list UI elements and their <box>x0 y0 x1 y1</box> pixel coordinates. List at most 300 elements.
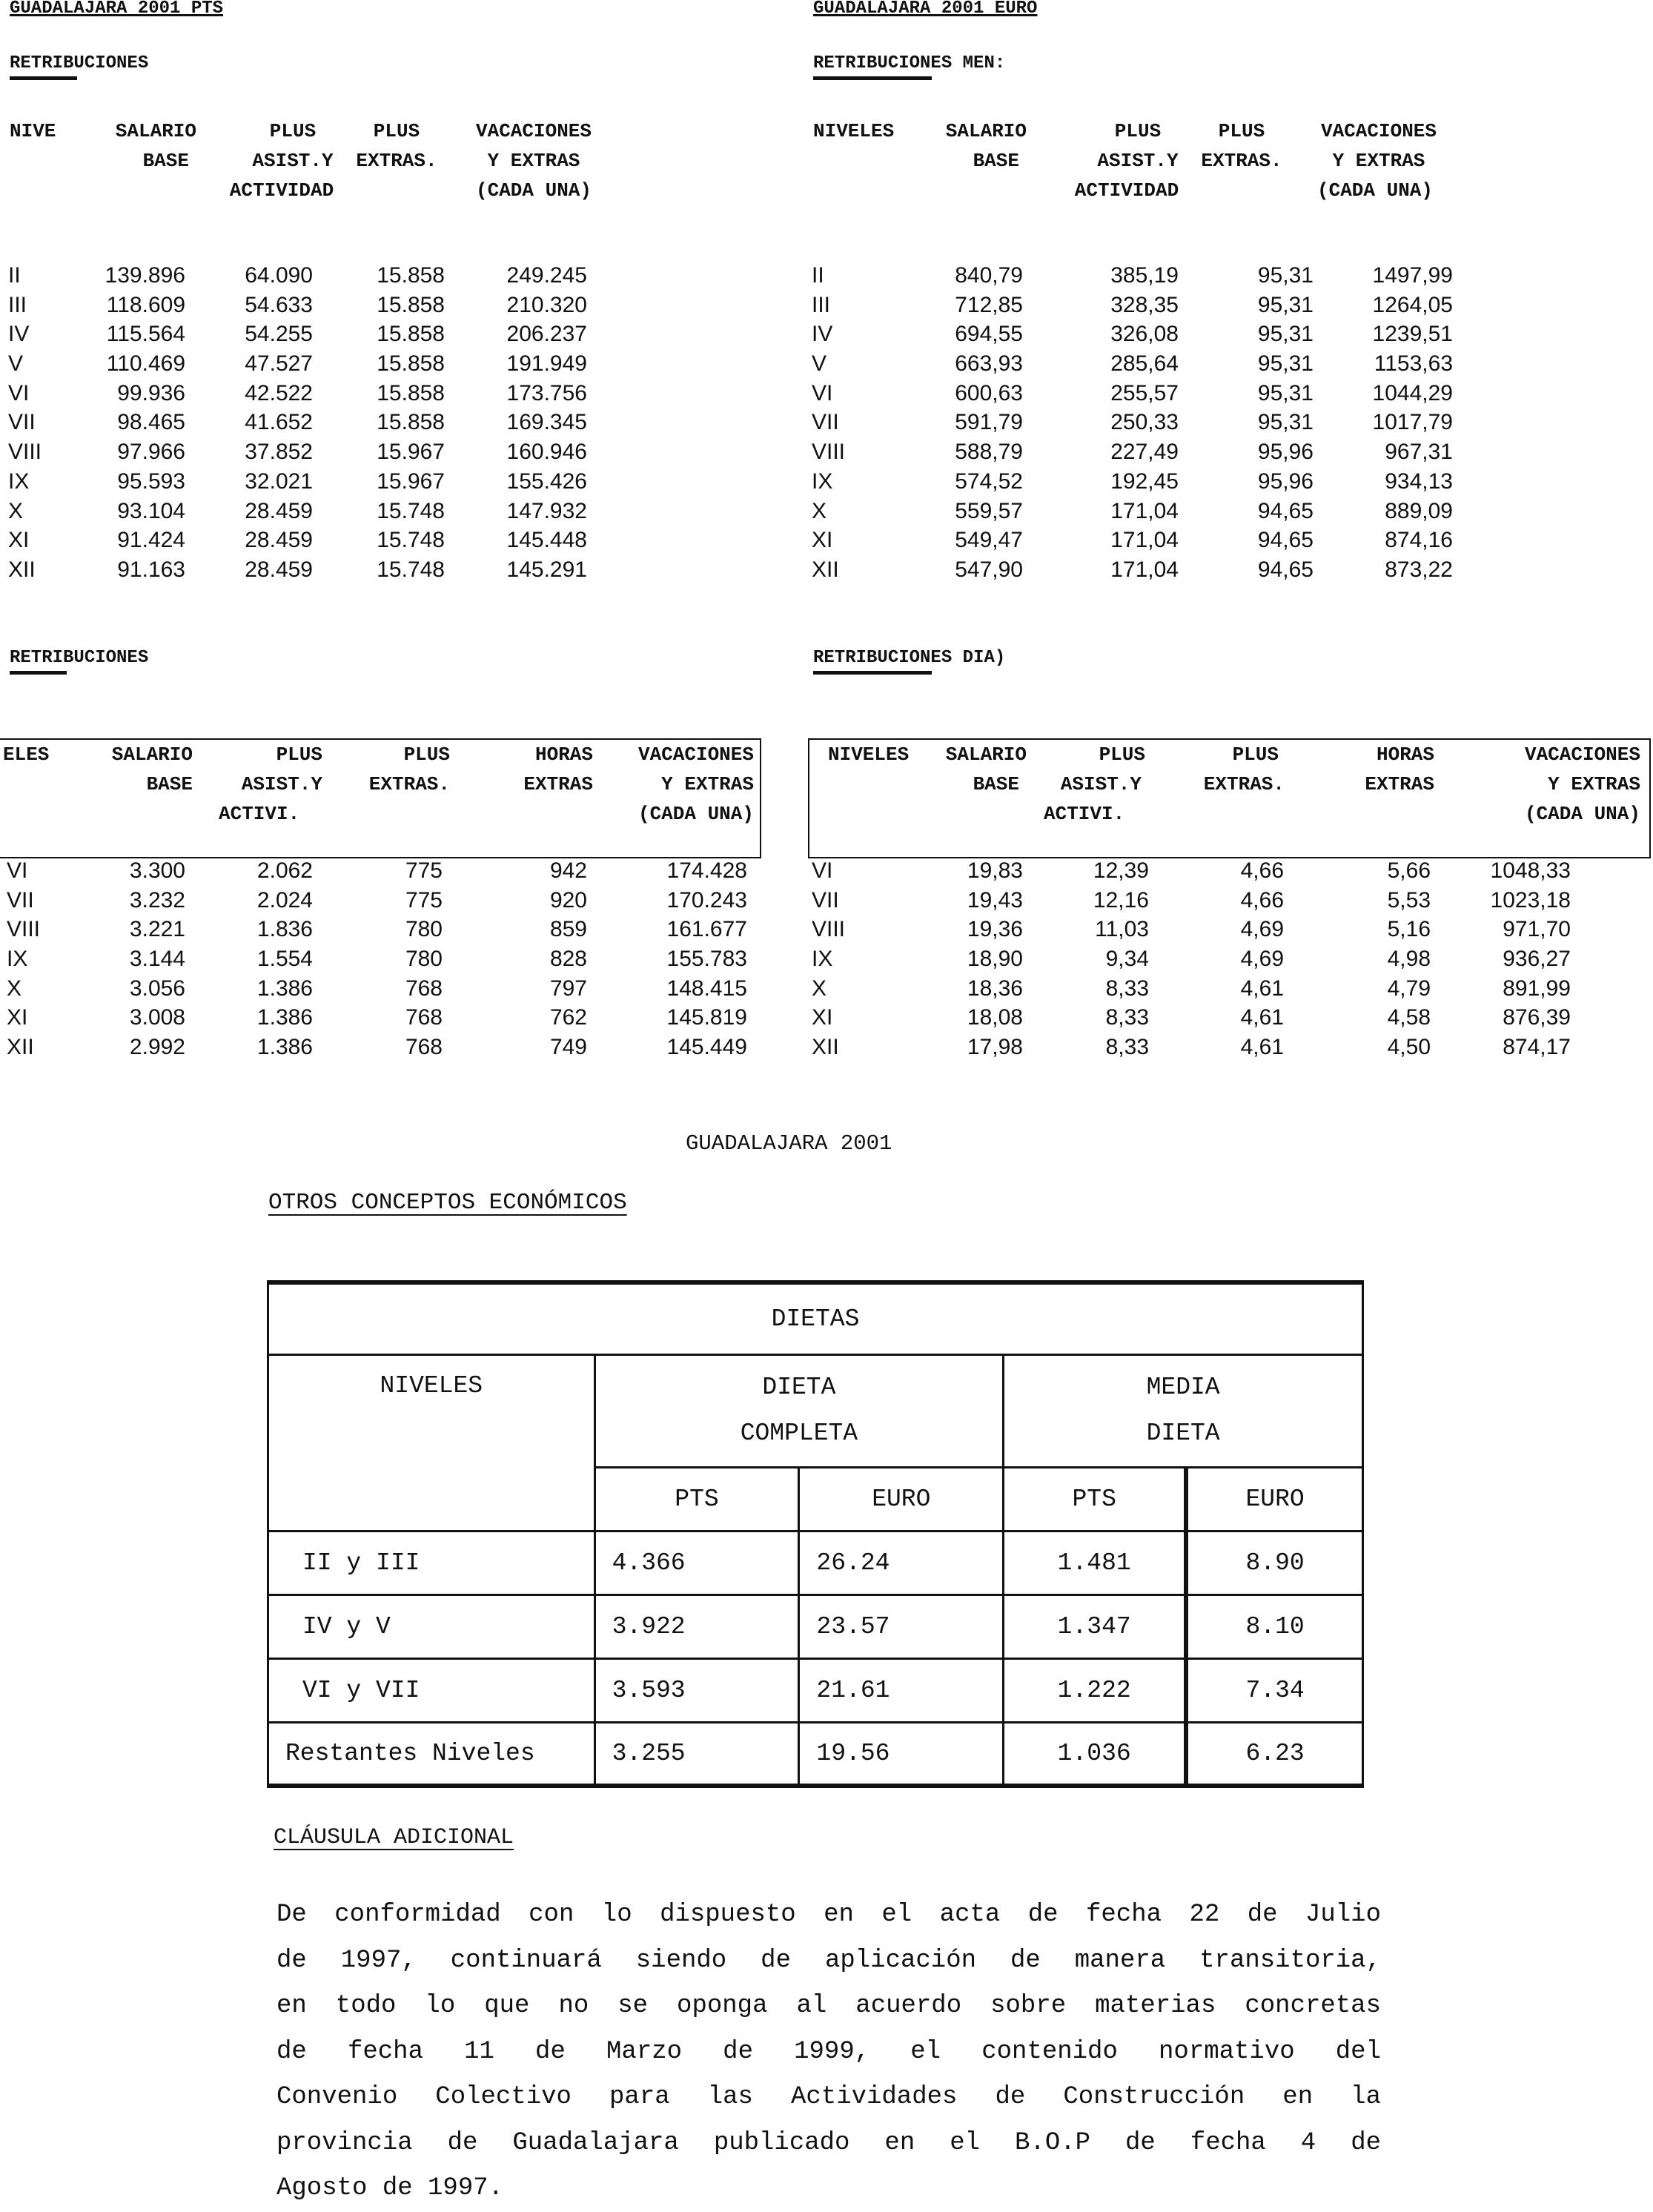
row-vacaciones: 145.448 <box>506 528 587 553</box>
row-nivel: XII <box>8 557 36 582</box>
row-horas: 4,98 <box>1387 947 1431 972</box>
row-nivel: V <box>8 351 24 377</box>
clausula-body <box>276 1893 1381 2212</box>
header-plus-extras-1: PLUS <box>1218 120 1265 142</box>
header-vacaciones-2: Y EXTRAS <box>661 773 754 795</box>
header-vacaciones-1: VACACIONES <box>1320 120 1437 142</box>
row-salario: 19,43 <box>967 887 1023 913</box>
row-vacaciones: 148.415 <box>666 976 747 1001</box>
table-row <box>812 379 1553 408</box>
table-row <box>812 886 1649 915</box>
row-nivel: VIII <box>7 917 41 942</box>
euro-title: GUADALAJARA 2001 EURO <box>813 0 1038 19</box>
row-salario: 574,52 <box>955 468 1023 494</box>
table-row <box>0 379 778 408</box>
row-plus-asist: 385,19 <box>1110 263 1179 288</box>
row-plus-asist: 171,04 <box>1110 557 1179 582</box>
clausula-line: provincia de Guadalajara publicado en el B.O.P de fecha 4 de <box>276 2128 1381 2157</box>
row-vacaciones: 173.756 <box>506 380 587 405</box>
row-vacaciones: 170.243 <box>666 887 747 913</box>
row-nivel: III <box>8 292 27 317</box>
row-plus-extras: 768 <box>405 1005 443 1030</box>
header-plus-extras-1: PLUS <box>373 120 420 142</box>
row-plus-extras: 94,65 <box>1257 528 1314 553</box>
row-plus-extras: 15.967 <box>377 468 445 494</box>
row-vacaciones: 1023,18 <box>1490 887 1571 913</box>
row-nivel: VIII <box>812 917 846 942</box>
table-row <box>812 467 1553 497</box>
row-plus-asist: 2.062 <box>256 858 313 883</box>
row-media-euro: 8.10 <box>1186 1595 1362 1658</box>
header-plus-extras-1: PLUS <box>1232 744 1279 766</box>
clausula-line: en todo lo que no se oponga al acuerdo sobre materias concretas <box>276 1992 1381 2020</box>
row-nivel: X <box>8 498 24 523</box>
row-completa-euro: 19.56 <box>799 1722 1004 1786</box>
row-nivel: VI <box>7 858 28 883</box>
row-plus-extras: 15.858 <box>377 351 445 377</box>
col-media-dieta-1: MEDIA <box>1146 1373 1220 1401</box>
dietas-header-row <box>268 1354 1363 1420</box>
subtitle-underline <box>10 671 67 675</box>
header-salario-2: BASE <box>973 150 1019 172</box>
row-nivel: IV <box>8 322 30 347</box>
table-row <box>0 349 778 379</box>
row-vacaciones: 191.949 <box>506 351 587 377</box>
table-row <box>812 349 1553 379</box>
row-plus-extras: 775 <box>405 887 443 913</box>
row-salario: 2.992 <box>129 1035 185 1060</box>
dietas-table <box>267 1280 1364 1788</box>
row-salario: 95.593 <box>117 468 185 494</box>
row-nivel: III <box>812 292 831 317</box>
table-row <box>0 974 763 1004</box>
row-nivel: XI <box>812 1005 833 1030</box>
header-plus-extras-2: EXTRAS. <box>1203 773 1285 795</box>
table-row <box>0 856 763 886</box>
pts-mensual-table <box>0 261 778 585</box>
row-horas: 5,53 <box>1387 887 1431 913</box>
row-vacaciones: 1048,33 <box>1490 858 1571 883</box>
header-plus-asist-1: PLUS <box>269 120 317 142</box>
row-horas: 5,16 <box>1387 917 1431 942</box>
header-vacaciones-3: (CADA UNA) <box>475 179 592 202</box>
header-vacaciones-3: (CADA UNA) <box>637 803 754 825</box>
row-plus-extras: 4,61 <box>1240 1035 1284 1060</box>
row-nivel: XII <box>812 557 839 582</box>
row-nivel: XI <box>8 528 30 553</box>
row-plus-asist: 1.386 <box>256 1035 313 1060</box>
row-media-euro: 8.90 <box>1186 1531 1362 1595</box>
row-nivel: VIII <box>812 440 846 465</box>
row-salario: 591,79 <box>955 410 1023 435</box>
table-row <box>812 974 1649 1004</box>
table-row <box>0 1003 763 1033</box>
row-plus-extras: 95,31 <box>1257 263 1314 288</box>
row-horas: 828 <box>549 947 587 972</box>
row-plus-extras: 780 <box>405 947 443 972</box>
row-plus-extras: 15.858 <box>377 410 445 435</box>
table-row <box>0 944 763 974</box>
header-plus-asist-3: ACTIVI. <box>219 803 300 825</box>
row-plus-extras: 768 <box>405 976 443 1001</box>
row-nivel: IX <box>812 468 833 494</box>
header-plus-asist-1: PLUS <box>1114 120 1162 142</box>
header-plus-asist-2: ASIST.Y <box>1097 150 1179 172</box>
row-plus-asist: 47.527 <box>245 351 313 377</box>
header-plus-asist-3: ACTIVIDAD <box>229 179 334 202</box>
euro-diario-subtitle: RETRIBUCIONES DIA) <box>813 648 1006 668</box>
row-vacaciones: 161.677 <box>666 917 747 942</box>
clausula-line: de fecha 11 de Marzo de 1999, el contenido normativo del <box>276 2037 1381 2066</box>
col-pts: PTS <box>594 1467 799 1531</box>
row-vacaciones: 873,22 <box>1385 557 1453 582</box>
row-horas: 5,66 <box>1387 858 1431 883</box>
row-vacaciones: 936,27 <box>1503 947 1571 972</box>
row-plus-extras: 768 <box>405 1035 443 1060</box>
header-nivel: NIVE <box>10 120 56 142</box>
row-plus-asist: 32.021 <box>245 468 313 494</box>
row-plus-asist: 192,45 <box>1110 468 1179 494</box>
subtitle-underline <box>813 671 932 675</box>
row-vacaciones: 934,13 <box>1385 468 1453 494</box>
header-salario-2: BASE <box>973 773 1019 795</box>
row-plus-asist: 8,33 <box>1105 976 1149 1001</box>
row-plus-extras: 780 <box>405 917 443 942</box>
header-nivel: ELES <box>3 744 50 766</box>
row-nivel: VI <box>812 858 833 883</box>
table-row <box>268 1595 1363 1658</box>
row-plus-asist: 328,35 <box>1110 292 1179 317</box>
table-row <box>0 437 778 467</box>
header-vacaciones-2: Y EXTRAS <box>1548 773 1640 795</box>
row-salario: 17,98 <box>967 1035 1023 1060</box>
row-vacaciones: 210.320 <box>506 292 587 317</box>
row-vacaciones: 155.426 <box>506 468 587 494</box>
row-vacaciones: 874,17 <box>1503 1035 1571 1060</box>
table-row <box>0 261 778 291</box>
row-plus-extras: 95,31 <box>1257 351 1314 377</box>
row-media-pts: 1.347 <box>1004 1595 1186 1658</box>
header-nivel: NIVELES <box>828 744 910 766</box>
row-plus-asist: 9,34 <box>1105 947 1149 972</box>
row-horas: 920 <box>549 887 587 913</box>
otros-title: GUADALAJARA 2001 <box>686 1131 892 1156</box>
row-vacaciones: 249.245 <box>506 263 587 288</box>
row-salario: 588,79 <box>955 440 1023 465</box>
col-media-dieta-2: DIETA <box>1004 1420 1363 1467</box>
row-salario: 600,63 <box>955 380 1023 405</box>
row-salario: 118.609 <box>106 292 185 317</box>
row-media-pts: 1.222 <box>1004 1658 1186 1722</box>
row-vacaciones: 145.449 <box>666 1035 747 1060</box>
row-nivel: XI <box>7 1005 28 1030</box>
row-nivel: VII <box>812 410 839 435</box>
header-vacaciones-3: (CADA UNA) <box>1316 179 1434 202</box>
euro-mensual-header <box>801 116 1616 213</box>
row-vacaciones: 1239,51 <box>1372 322 1453 347</box>
row-salario: 99.936 <box>117 380 185 405</box>
table-row <box>812 526 1553 555</box>
header-salario-1: SALARIO <box>111 744 193 766</box>
row-plus-asist: 250,33 <box>1110 410 1179 435</box>
row-plus-asist: 12,39 <box>1093 858 1149 883</box>
row-salario: 115.564 <box>106 322 185 347</box>
row-plus-extras: 4,61 <box>1240 1005 1284 1030</box>
row-horas: 942 <box>549 858 587 883</box>
row-horas: 4,79 <box>1387 976 1431 1001</box>
row-plus-extras: 4,69 <box>1240 947 1284 972</box>
row-plus-asist: 28.459 <box>245 528 313 553</box>
pts-title: GUADALAJARA 2001 PTS <box>10 0 224 19</box>
header-salario-1: SALARIO <box>115 120 196 142</box>
row-nivel: IX <box>7 947 28 972</box>
row-plus-extras: 95,31 <box>1257 410 1314 435</box>
col-niveles: NIVELES <box>268 1354 595 1531</box>
row-plus-asist: 28.459 <box>245 498 313 523</box>
clausula-line: De conformidad con lo dispuesto en el acta de fecha 22 de Julio <box>276 1901 1381 1929</box>
pts-diario-subtitle: RETRIBUCIONES <box>10 648 149 668</box>
table-row <box>268 1531 1363 1595</box>
header-plus-asist-2: ASIST.Y <box>1060 773 1142 795</box>
row-plus-asist: 1.386 <box>256 1005 313 1030</box>
col-pts: PTS <box>1004 1467 1186 1531</box>
row-plus-asist: 11,03 <box>1095 917 1149 942</box>
row-vacaciones: 145.291 <box>506 557 587 582</box>
row-media-euro: 6.23 <box>1186 1722 1362 1786</box>
row-nivel: IX <box>8 468 30 494</box>
row-plus-asist: 285,64 <box>1110 351 1179 377</box>
pts-mensual-header <box>0 116 778 213</box>
row-salario: 3.144 <box>129 947 185 972</box>
row-completa-euro: 23.57 <box>799 1595 1004 1658</box>
row-nivel: VII <box>8 410 36 435</box>
otros-subtitle: OTROS CONCEPTOS ECONÓMICOS <box>268 1190 627 1216</box>
row-horas: 797 <box>549 976 587 1001</box>
row-horas: 4,58 <box>1387 1005 1431 1030</box>
row-vacaciones: 206.237 <box>506 322 587 347</box>
row-vacaciones: 1497,99 <box>1372 263 1453 288</box>
row-plus-asist: 171,04 <box>1110 528 1179 553</box>
row-media-euro: 7.34 <box>1186 1658 1362 1722</box>
subtitle-underline <box>813 76 932 80</box>
pts-mensual-subtitle: RETRIBUCIONES <box>10 53 149 73</box>
header-salario-1: SALARIO <box>945 744 1027 766</box>
row-salario: 712,85 <box>955 292 1023 317</box>
header-horas-2: EXTRAS <box>1365 773 1434 795</box>
row-nivel: XII <box>812 1035 839 1060</box>
row-plus-asist: 1.554 <box>256 947 313 972</box>
table-row <box>0 526 778 555</box>
table-row <box>0 467 778 497</box>
row-completa-pts: 3.593 <box>594 1658 799 1722</box>
row-completa-euro: 21.61 <box>799 1658 1004 1722</box>
row-nivel: VII <box>7 887 34 913</box>
header-plus-extras-1: PLUS <box>403 744 450 766</box>
row-vacaciones: 145.819 <box>666 1005 747 1030</box>
row-plus-extras: 15.858 <box>377 292 445 317</box>
row-niveles: II y III <box>268 1531 595 1595</box>
row-salario: 840,79 <box>955 263 1023 288</box>
row-nivel: IV <box>812 322 833 347</box>
euro-mensual-subtitle: RETRIBUCIONES MEN: <box>813 53 1006 73</box>
table-row <box>812 291 1553 320</box>
row-plus-extras: 95,96 <box>1257 468 1314 494</box>
table-row <box>0 886 763 915</box>
table-row <box>0 291 778 320</box>
table-row <box>812 437 1553 467</box>
row-plus-asist: 1.836 <box>256 917 313 942</box>
subtitle-underline <box>10 76 77 80</box>
table-row <box>0 555 778 585</box>
table-row <box>812 1003 1649 1033</box>
header-horas-1: HORAS <box>534 744 593 766</box>
col-dieta-completa <box>594 1354 1004 1420</box>
row-nivel: II <box>8 263 21 288</box>
row-plus-extras: 94,65 <box>1257 557 1314 582</box>
row-salario: 3.232 <box>129 887 185 913</box>
row-media-pts: 1.036 <box>1004 1722 1186 1786</box>
row-plus-asist: 171,04 <box>1110 498 1179 523</box>
row-nivel: VI <box>8 380 30 405</box>
header-horas-1: HORAS <box>1376 744 1434 766</box>
header-plus-extras-2: EXTRAS. <box>368 773 450 795</box>
row-plus-asist: 326,08 <box>1110 322 1179 347</box>
row-plus-extras: 15.748 <box>377 498 445 523</box>
row-vacaciones: 174.428 <box>666 858 747 883</box>
row-salario: 97.966 <box>117 440 185 465</box>
row-nivel: VIII <box>8 440 42 465</box>
row-plus-extras: 15.858 <box>377 263 445 288</box>
row-plus-extras: 95,31 <box>1257 380 1314 405</box>
table-row <box>812 319 1553 349</box>
row-niveles: IV y V <box>268 1595 595 1658</box>
row-salario: 19,36 <box>967 917 1023 942</box>
row-salario: 663,93 <box>955 351 1023 377</box>
row-nivel: XII <box>7 1035 34 1060</box>
row-plus-asist: 42.522 <box>245 380 313 405</box>
row-salario: 139.896 <box>105 263 185 288</box>
row-vacaciones: 891,99 <box>1503 976 1571 1001</box>
row-plus-extras: 95,96 <box>1257 440 1314 465</box>
euro-mensual-table <box>812 261 1553 585</box>
clausula-line: Convenio Colectivo para las Actividades de Construcción en la <box>276 2083 1381 2111</box>
header-vacaciones-3: (CADA UNA) <box>1524 803 1640 825</box>
row-salario: 3.056 <box>129 976 185 1001</box>
header-vacaciones-1: VACACIONES <box>637 744 754 766</box>
row-nivel: V <box>812 351 827 377</box>
row-vacaciones: 1017,79 <box>1372 410 1453 435</box>
header-plus-asist-1: PLUS <box>1099 744 1145 766</box>
row-plus-extras: 15.858 <box>377 322 445 347</box>
header-plus-asist-3: ACTIVIDAD <box>1074 179 1179 202</box>
col-dieta-completa-2: COMPLETA <box>594 1420 1004 1467</box>
dietas-caption: DIETAS <box>268 1282 1363 1354</box>
row-plus-extras: 15.858 <box>377 380 445 405</box>
row-salario: 3.300 <box>129 858 185 883</box>
row-plus-asist: 255,57 <box>1110 380 1179 405</box>
header-salario-2: BASE <box>146 773 193 795</box>
table-row <box>0 319 778 349</box>
row-salario: 3.221 <box>129 917 185 942</box>
row-plus-extras: 4,66 <box>1240 858 1284 883</box>
pts-diario-header <box>0 740 763 836</box>
row-salario: 18,36 <box>967 976 1023 1001</box>
pts-diario-table <box>0 856 763 1062</box>
row-completa-pts: 4.366 <box>594 1531 799 1595</box>
row-plus-asist: 8,33 <box>1105 1035 1149 1060</box>
row-plus-extras: 4,61 <box>1240 976 1284 1001</box>
col-dieta-completa-1: DIETA <box>762 1373 836 1401</box>
row-niveles: VI y VII <box>268 1658 595 1722</box>
row-plus-asist: 54.255 <box>245 322 313 347</box>
row-salario: 98.465 <box>117 410 185 435</box>
row-plus-asist: 37.852 <box>245 440 313 465</box>
table-row <box>812 408 1553 437</box>
row-salario: 547,90 <box>955 557 1023 582</box>
header-vacaciones-1: VACACIONES <box>475 120 592 142</box>
row-plus-asist: 41.652 <box>245 410 313 435</box>
row-plus-asist: 64.090 <box>245 263 313 288</box>
row-plus-asist: 1.386 <box>256 976 313 1001</box>
row-salario: 3.008 <box>129 1005 185 1030</box>
row-plus-asist: 227,49 <box>1110 440 1179 465</box>
row-vacaciones: 1153,63 <box>1374 351 1453 377</box>
table-row <box>268 1722 1363 1786</box>
row-salario: 110.469 <box>106 351 185 377</box>
header-vacaciones-2: Y EXTRAS <box>1332 150 1425 172</box>
row-salario: 18,90 <box>967 947 1023 972</box>
row-vacaciones: 1044,29 <box>1372 380 1453 405</box>
header-vacaciones-1: VACACIONES <box>1524 744 1640 766</box>
row-nivel: IX <box>812 947 833 972</box>
row-salario: 93.104 <box>117 498 185 523</box>
row-horas: 4,50 <box>1387 1035 1431 1060</box>
header-nivel: NIVELES <box>813 120 895 142</box>
table-row <box>812 1033 1649 1062</box>
table-row <box>0 497 778 526</box>
header-vacaciones-2: Y EXTRAS <box>487 150 580 172</box>
row-salario: 91.424 <box>117 528 185 553</box>
row-vacaciones: 889,09 <box>1385 498 1453 523</box>
row-horas: 859 <box>549 917 587 942</box>
table-row <box>812 555 1553 585</box>
table-row <box>812 261 1553 291</box>
row-vacaciones: 1264,05 <box>1372 292 1453 317</box>
row-plus-extras: 95,31 <box>1257 292 1314 317</box>
table-row <box>812 497 1553 526</box>
dietas-caption-row <box>268 1282 1363 1354</box>
header-plus-asist-2: ASIST.Y <box>252 150 334 172</box>
row-completa-pts: 3.255 <box>594 1722 799 1786</box>
header-plus-asist-1: PLUS <box>276 744 322 766</box>
row-plus-extras: 94,65 <box>1257 498 1314 523</box>
table-row <box>812 944 1649 974</box>
row-salario: 549,47 <box>955 528 1023 553</box>
header-plus-asist-3: ACTIVI. <box>1044 803 1125 825</box>
header-plus-asist-2: ASIST.Y <box>241 773 322 795</box>
table-row <box>0 408 778 437</box>
row-niveles: Restantes Niveles <box>268 1722 595 1786</box>
table-row <box>0 1033 763 1062</box>
row-plus-asist: 54.633 <box>245 292 313 317</box>
row-horas: 749 <box>549 1035 587 1060</box>
euro-diario-table <box>812 856 1649 1062</box>
row-plus-asist: 12,16 <box>1093 887 1149 913</box>
row-plus-extras: 95,31 <box>1257 322 1314 347</box>
header-horas-2: EXTRAS <box>523 773 593 795</box>
row-salario: 18,08 <box>967 1005 1023 1030</box>
row-completa-pts: 3.922 <box>594 1595 799 1658</box>
